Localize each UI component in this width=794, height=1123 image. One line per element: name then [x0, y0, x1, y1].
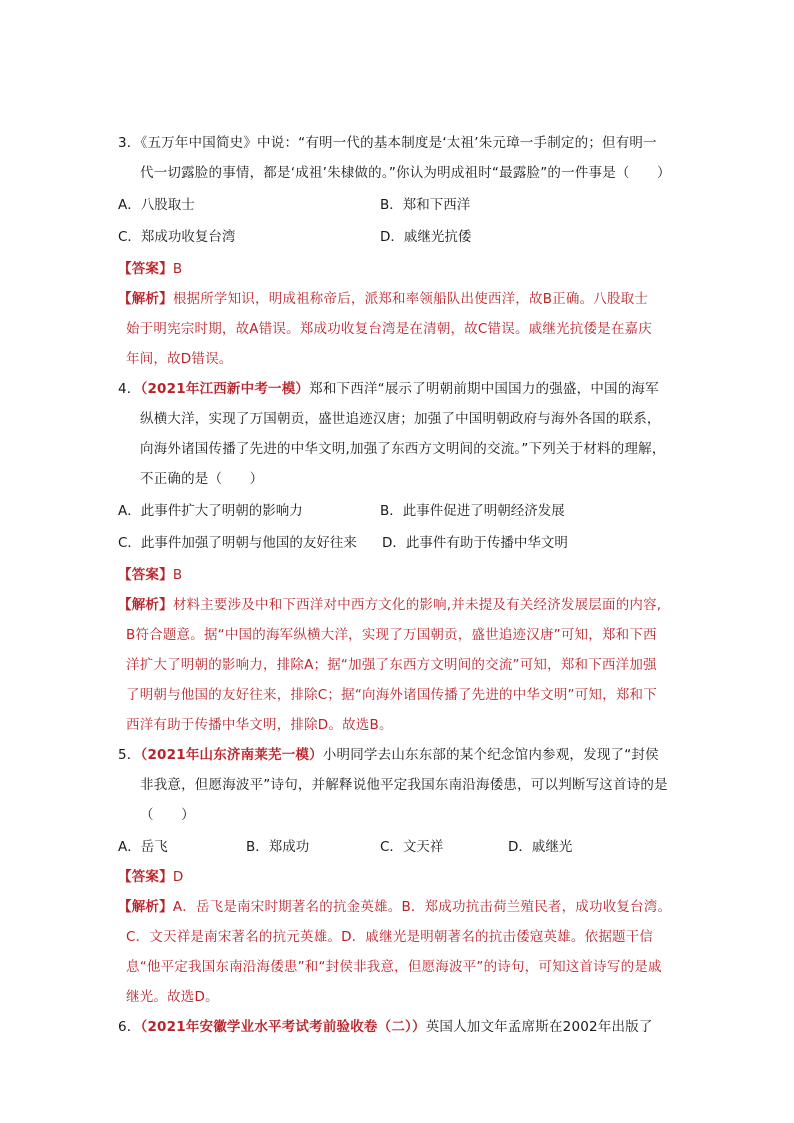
q4-stem-line-2: 纵横大洋，实现了万国朝贡，盛世追迹汉唐；加强了中国明朝政府与海外各国的联系，: [140, 411, 661, 427]
q5-stem-line-1: 5．（2021年山东济南莱芜一模）小明同学去山东东部的某个纪念馆内参观，发现了“封侯: [118, 747, 659, 763]
q4-source: （2021年江西新中考一模）: [140, 381, 310, 397]
q5-option-b[interactable]: B．郑成功: [246, 839, 310, 855]
q5-source: （2021年山东济南莱芜一模）: [140, 747, 323, 763]
q4-option-b[interactable]: B．此事件促进了明朝经济发展: [380, 503, 565, 519]
q4-analysis-line-5: 西洋有助于传播中华文明，排除D。故选B。: [126, 717, 393, 733]
q5-stem-line-3: （ ）: [140, 807, 195, 823]
q4-option-d[interactable]: D．此事件有助于传播中华文明: [382, 535, 568, 551]
q4-analysis-line-1: 【解析】材料主要涉及中和下西洋对中西方文化的影响,并未提及有关经济发展层面的内容,: [118, 597, 662, 613]
q4-option-a[interactable]: A．此事件扩大了明朝的影响力: [118, 503, 303, 519]
q4-stem-line-3: 向海外诸国传播了先进的中华文明,加强了东西方文明间的交流。”下列关于材料的理解，: [140, 441, 666, 457]
q6-source: （2021年安徽学业水平考试考前验收卷（二））: [140, 1019, 426, 1035]
q3-option-c[interactable]: C．郑成功收复台湾: [118, 229, 236, 245]
q4-analysis-line-3: 洋扩大了明朝的影响力，排除A；据“加强了东西方文明间的交流”可知，郑和下西洋加强: [126, 657, 657, 673]
q3-stem-line-2: 代一切露脸的事情，都是‘成祖’朱棣做的。”你认为明成祖时“最露脸”的一件事是（ ）: [140, 165, 671, 181]
q5-analysis-line-2: C．文天祥是南宋著名的抗元英雄。D．戚继光是明朝著名的抗击倭寇英雄。依据题干信: [126, 929, 654, 945]
q5-option-c[interactable]: C．文天祥: [380, 839, 444, 855]
q4-option-c[interactable]: C．此事件加强了明朝与他国的友好往来: [118, 535, 357, 551]
q3-option-d[interactable]: D．戚继光抗倭: [380, 229, 472, 245]
q5-stem-line-2: 非我意，但愿海波平”诗句，并解释说他平定我国东南沿海倭患，可以判断写这首诗的是: [140, 777, 668, 793]
q3-answer: [118, 260, 182, 278]
q4-analysis-line-2: B符合题意。据“中国的海军纵横大洋，实现了万国朝贡，盛世追迹汉唐”可知，郑和下西: [126, 627, 657, 643]
q4-answer: 【答案】B: [118, 567, 183, 583]
q5-answer: 【答案】D: [118, 869, 184, 885]
q3-option-b[interactable]: B．郑和下西洋: [380, 197, 471, 213]
q3-analysis-line-2: 始于明宪宗时期，故A错误。郑成功收复台湾是在清朝，故C错误。戚继光抗倭是在嘉庆: [126, 321, 652, 337]
q3-option-a[interactable]: A．八股取士: [118, 197, 195, 213]
q5-analysis-line-3: 息“他平定我国东南沿海倭患”和“封侯非我意，但愿海波平”的诗句，可知这首诗写的是戚: [126, 959, 662, 975]
q4-analysis-line-4: 了明朝与他国的友好往来，排除C；据“向海外诸国传播了先进的中华文明”可知，郑和下: [126, 687, 657, 703]
q4-stem-line-1: 4．（2021年江西新中考一模）郑和下西洋“展示了明朝前期中国国力的强盛，中国的海军: [118, 381, 659, 397]
q5-analysis-line-4: 继光。故选D。: [126, 989, 219, 1005]
q3-answer-label: 【答案】: [118, 261, 173, 277]
q6-stem-line-1: 6．（2021年安徽学业水平考试考前验收卷（二））英国人加文年孟席斯在2002年出版了: [118, 1019, 653, 1035]
q3-answer-value: B: [172, 261, 183, 277]
q5-option-d[interactable]: D．戚继光: [508, 839, 573, 855]
q3-analysis-line-1: 【解析】根据所学知识，明成祖称帝后，派郑和率领船队出使西洋，故B正确。八股取士: [118, 291, 649, 307]
q5-analysis-line-1: 【解析】A．岳飞是南宋时期著名的抗金英雄。B．郑成功抗击荷兰殖民者，成功收复台湾。: [118, 899, 672, 915]
q4-stem-line-4: 不正确的是（ ）: [140, 471, 264, 487]
q5-option-a[interactable]: A．岳飞: [118, 839, 168, 855]
q3-stem-line-1: 3．《五万年中国简史》中说：“有明一代的基本制度是‘太祖’朱元璋一手制定的；但有明一: [118, 135, 657, 151]
q3-analysis-line-3: 年间，故D错误。: [126, 351, 233, 367]
q3-analysis-label: 【解析】: [118, 291, 173, 307]
